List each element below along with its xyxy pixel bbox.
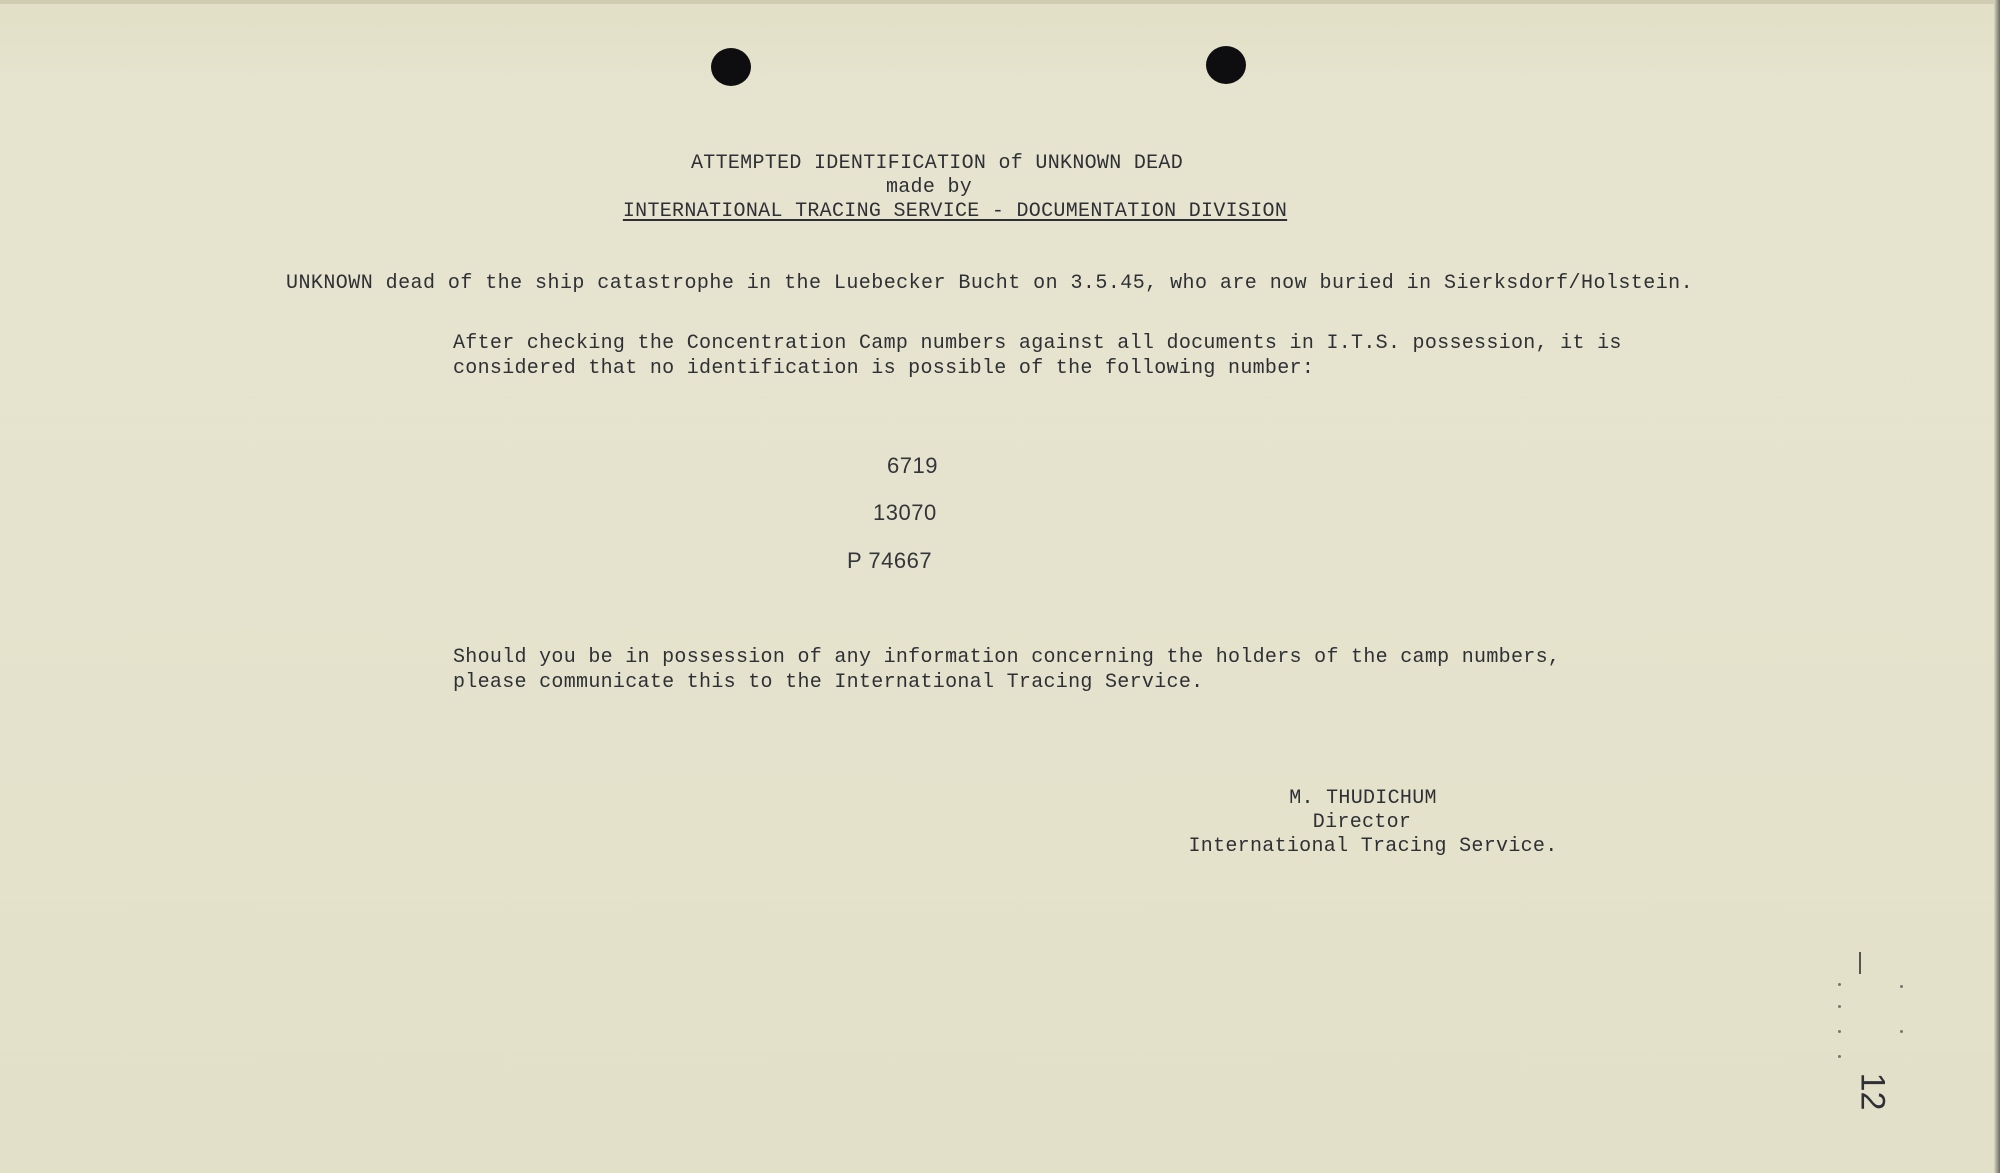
signatory-role: Director (1312, 811, 1412, 834)
margin-tick-mark (1859, 952, 1861, 974)
margin-dot (1900, 985, 1903, 988)
signatory-organization: International Tracing Service. (1188, 835, 1558, 858)
camp-number: 13070 (873, 500, 937, 525)
signatory-name: M. THUDICHUM (1289, 787, 1437, 810)
organization-heading: INTERNATIONAL TRACING SERVICE - DOCUMENTATION DIVISION (622, 200, 1288, 223)
margin-dot (1900, 1030, 1903, 1033)
margin-dot (1838, 1005, 1841, 1008)
document-title: ATTEMPTED IDENTIFICATION of UNKNOWN DEAD (690, 152, 1184, 175)
paragraph2-line2: please communicate this to the International Tracing Service. (453, 671, 1204, 694)
paragraph1-line1: After checking the Concentration Camp numbers against all documents in I.T.S. possession, it is (453, 332, 1622, 355)
punch-hole-right (1206, 46, 1246, 84)
paper-edge-right (1994, 0, 2000, 1173)
page-number-annotation: 12 (1853, 1072, 1892, 1111)
intro-statement: UNKNOWN dead of the ship catastrophe in the Luebecker Bucht on 3.5.45, who are now buried in Sierksdorf/Holstein. (286, 272, 1694, 295)
paragraph1-line2: considered that no identification is possible of the following number: (453, 357, 1315, 380)
made-by-label: made by (885, 176, 973, 199)
margin-dot (1838, 983, 1841, 986)
paper-edge-top (0, 0, 2000, 4)
camp-number: P 74667 (847, 548, 933, 573)
paragraph2-line1: Should you be in possession of any information concerning the holders of the camp numbers, (453, 646, 1561, 669)
margin-dot (1838, 1030, 1841, 1033)
margin-dot (1838, 1055, 1841, 1058)
punch-hole-left (711, 48, 751, 86)
camp-number: 6719 (887, 453, 938, 478)
